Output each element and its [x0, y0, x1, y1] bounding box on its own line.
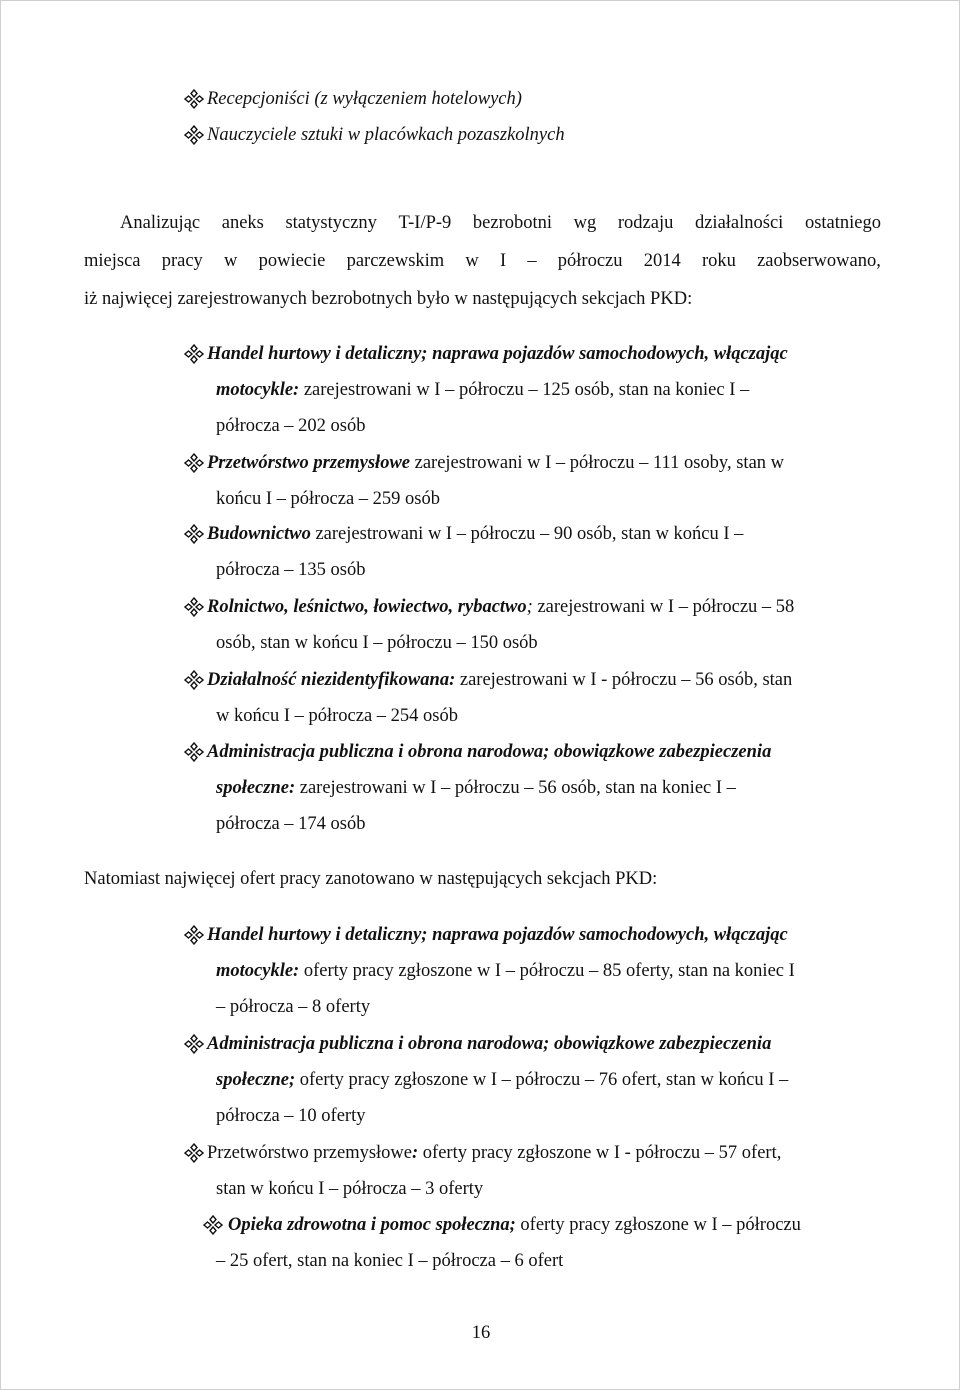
- section-text: Przetwórstwo przemysłowe: oferty pracy zgłoszone w I - półroczu – 57 ofert,: [207, 1143, 782, 1163]
- page-number: 16: [471, 1323, 491, 1343]
- bullet-text: Nauczyciele sztuki w placówkach pozaszkolnych: [207, 125, 565, 145]
- section-text: społeczne; oferty pracy zgłoszone w I – półroczu – 76 ofert, stan w końcu I –: [216, 1070, 789, 1090]
- diamond-bullet-icon: [184, 524, 204, 544]
- section-text: Rolnictwo, leśnictwo, łowiectwo, rybactwo; zarejestrowani w I – półroczu – 58: [207, 597, 795, 617]
- section-text: końcu I – półrocza – 259 osób: [216, 489, 441, 509]
- offers-intro: Natomiast najwięcej ofert pracy zanotowano w następujących sekcjach PKD:: [84, 869, 658, 889]
- diamond-bullet-icon: [184, 344, 204, 364]
- section-text: motocykle: zarejestrowani w I – półroczu – 125 osób, stan na koniec I –: [216, 380, 750, 400]
- section-text: społeczne: zarejestrowani w I – półroczu – 56 osób, stan na koniec I –: [216, 778, 736, 798]
- section-title: Handel hurtowy i detaliczny; naprawa pojazdów samochodowych, włączając: [207, 344, 788, 364]
- intro-line-1: Analizując aneks statystyczny T-I/P-9 bezrobotni wg rodzaju działalności ostatniego: [120, 213, 881, 233]
- section-text: – półrocza – 8 oferty: [216, 997, 371, 1017]
- section-title: Administracja publiczna i obrona narodowa; obowiązkowe zabezpieczenia: [207, 1034, 772, 1054]
- section-text: motocykle: oferty pracy zgłoszone w I – półroczu – 85 oferty, stan na koniec I: [216, 961, 795, 981]
- section-text: Działalność niezidentyfikowana: zarejestrowani w I - półroczu – 56 osób, stan: [207, 670, 793, 690]
- section-text: półrocza – 202 osób: [216, 416, 366, 436]
- diamond-bullet-icon: [184, 1143, 204, 1163]
- diamond-bullet-icon: [184, 925, 204, 945]
- diamond-bullet-icon: [184, 89, 204, 109]
- section-text: w końcu I – półrocza – 254 osób: [216, 706, 458, 726]
- section-text: osób, stan w końcu I – półroczu – 150 osób: [216, 633, 538, 653]
- section-text: Budownictwo zarejestrowani w I – półroczu – 90 osób, stan w końcu I –: [207, 524, 744, 544]
- section-title: Administracja publiczna i obrona narodowa; obowiązkowe zabezpieczenia: [207, 742, 772, 762]
- diamond-bullet-icon: [184, 670, 204, 690]
- section-text: stan w końcu I – półrocza – 3 oferty: [216, 1179, 484, 1199]
- section-text: półrocza – 174 osób: [216, 814, 366, 834]
- diamond-bullet-icon: [184, 125, 204, 145]
- diamond-bullet-icon: [184, 742, 204, 762]
- section-text: Opieka zdrowotna i pomoc społeczna; oferty pracy zgłoszone w I – półroczu: [228, 1215, 801, 1235]
- diamond-bullet-icon: [184, 597, 204, 617]
- section-title: Handel hurtowy i detaliczny; naprawa pojazdów samochodowych, włączając: [207, 925, 788, 945]
- diamond-bullet-icon: [184, 1034, 204, 1054]
- section-text: Przetwórstwo przemysłowe zarejestrowani w I – półroczu – 111 osoby, stan w: [207, 453, 785, 473]
- diamond-bullet-icon: [184, 453, 204, 473]
- section-text: półrocza – 10 oferty: [216, 1106, 366, 1126]
- intro-line-3: iż najwięcej zarejestrowanych bezrobotnych było w następujących sekcjach PKD:: [84, 289, 693, 309]
- section-text: – 25 ofert, stan na koniec I – półrocza – 6 ofert: [216, 1251, 564, 1271]
- diamond-bullet-icon: [203, 1215, 223, 1235]
- section-text: półrocza – 135 osób: [216, 560, 366, 580]
- bullet-text: Recepcjoniści (z wyłączeniem hotelowych): [207, 89, 522, 109]
- intro-line-2: miejsca pracy w powiecie parczewskim w I – półroczu 2014 roku zaobserwowano,: [84, 251, 881, 271]
